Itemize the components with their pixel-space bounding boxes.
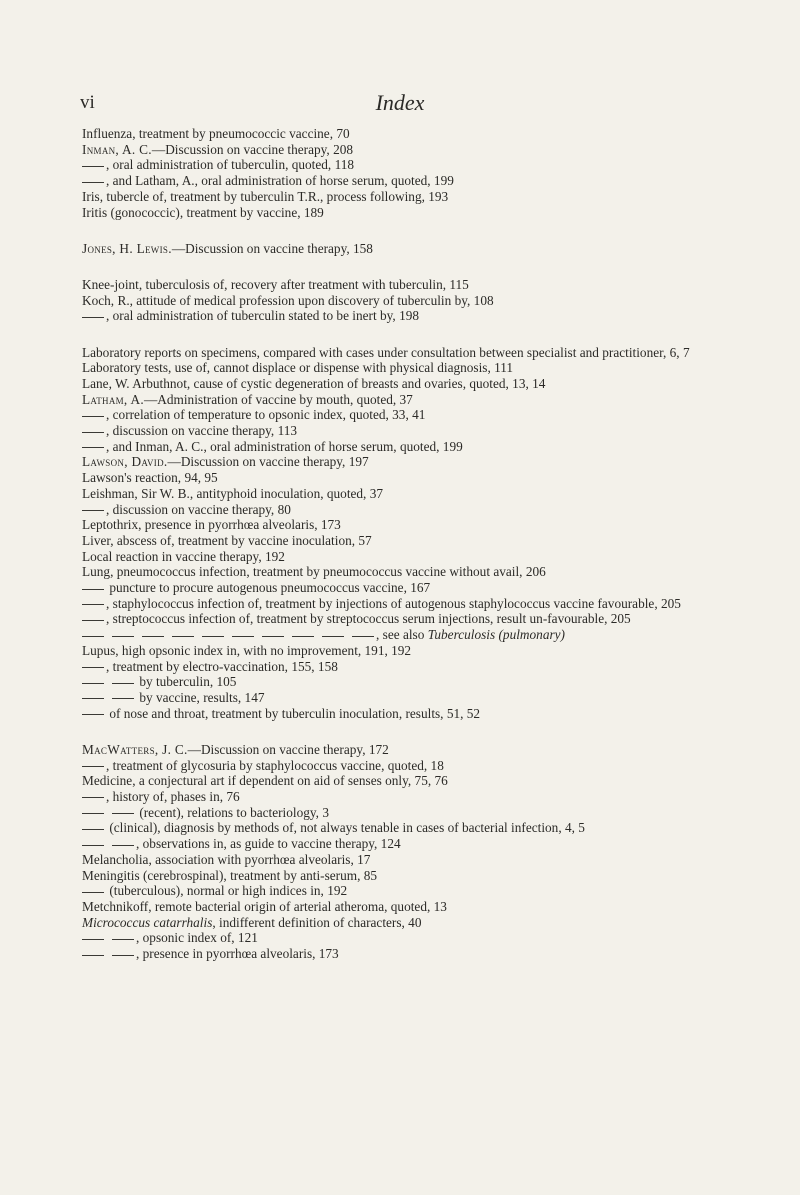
- index-entry: [82, 142, 798, 158]
- ditto-dash: [112, 955, 134, 956]
- ditto-dash: [82, 845, 104, 846]
- entry-text: , oral administration of tuberculin, quoted, 118: [106, 157, 355, 173]
- ditto-dash: [232, 636, 254, 637]
- entry-text: Laboratory tests, use of, cannot displace or dispense with physical diagnosis, 111: [82, 360, 514, 376]
- ditto-dash: [82, 714, 104, 715]
- entry-text: Knee-joint, tuberculosis of, recovery after treatment with tuberculin, 115: [82, 276, 469, 292]
- entry-text: Lane, W. Arbuthnot, cause of cystic degeneration of breasts and ovaries, quoted, 13, 14: [82, 375, 546, 391]
- ditto-dash: [322, 636, 344, 637]
- entry-text: Medicine, a conjectural art if dependent on aid of senses only, 75, 76: [82, 773, 448, 789]
- entry-text: , discussion on vaccine therapy, 113: [106, 423, 298, 439]
- entry-heading: Latham, A.: [82, 391, 144, 407]
- index-entry: [82, 915, 798, 931]
- entry-text: by tuberculin, 105: [136, 674, 237, 690]
- index-group-j: [82, 241, 798, 257]
- entry-text: —Discussion on vaccine therapy, 208: [151, 141, 354, 157]
- ditto-dash: [82, 813, 104, 814]
- ditto-dash: [82, 317, 104, 318]
- ditto-dash: [82, 829, 104, 830]
- index-entry: [82, 643, 798, 659]
- ditto-dash: [292, 636, 314, 637]
- index-entry: [82, 883, 798, 899]
- ditto-dash: [172, 636, 194, 637]
- ditto-dash: [82, 416, 104, 417]
- index-group-i: [82, 126, 798, 220]
- index-entry: [82, 549, 798, 565]
- ditto-dash: [82, 797, 104, 798]
- ditto-dash: [82, 432, 104, 433]
- index-entry: [82, 789, 798, 805]
- entry-heading: Lawson, David.: [82, 454, 168, 470]
- index-entry: [82, 502, 798, 518]
- index-group-l: [82, 345, 798, 722]
- entry-heading: Jones, H. Lewis.: [82, 240, 172, 256]
- entry-text: Iritis (gonococcic), treatment by vaccine, 189: [82, 204, 324, 220]
- entry-text: , presence in pyorrhœa alveolaris, 173: [136, 946, 339, 962]
- ditto-dash: [82, 447, 104, 448]
- entry-text: puncture to procure autogenous pneumococcus vaccine, 167: [106, 580, 431, 596]
- index-entry: [82, 360, 798, 376]
- entry-text: Liver, abscess of, treatment by vaccine inoculation, 57: [82, 532, 372, 548]
- index-entry: [82, 706, 798, 722]
- entry-text: , streptococcus infection of, treatment by streptococcus serum injections, result un-favourable, 205: [106, 611, 631, 627]
- entry-text: —Discussion on vaccine therapy, 158: [171, 240, 373, 256]
- index-entry: [82, 773, 798, 789]
- entry-text: , opsonic index of, 121: [136, 930, 258, 946]
- ditto-dash: [82, 166, 104, 167]
- ditto-dash: [112, 636, 134, 637]
- index-entry: [82, 126, 798, 142]
- entry-text: Meningitis (cerebrospinal), treatment by anti-serum, 85: [82, 867, 378, 883]
- index-entry: [82, 345, 798, 361]
- entry-text: , indifferent definition of characters, 40: [212, 914, 422, 930]
- index-group-m: [82, 742, 798, 962]
- entry-text: , treatment of glycosuria by staphylococcus vaccine, quoted, 18: [106, 757, 444, 773]
- ditto-dash: [112, 683, 134, 684]
- index-entry: [82, 205, 798, 221]
- entry-text: Melancholia, association with pyorrhœa alveolaris, 17: [82, 851, 371, 867]
- page-title: Index: [375, 90, 425, 115]
- entry-text: —Discussion on vaccine therapy, 197: [167, 454, 369, 470]
- index-entry: [82, 805, 798, 821]
- entry-text: Iris, tubercle of, treatment by tuberculin T.R., process following, 193: [82, 188, 449, 204]
- page-number: vi: [80, 92, 95, 113]
- index-entry: [82, 308, 798, 324]
- entry-text: , treatment by electro-vaccination, 155, 158: [106, 658, 338, 674]
- entry-text: Lupus, high opsonic index in, with no improvement, 191, 192: [82, 642, 412, 658]
- ditto-dash: [82, 892, 104, 893]
- ditto-dash: [82, 939, 104, 940]
- ditto-dash: [112, 813, 134, 814]
- index-entry: [82, 407, 798, 423]
- ditto-dash: [82, 604, 104, 605]
- entry-text: (recent), relations to bacteriology, 3: [136, 804, 329, 820]
- ditto-dash: [82, 766, 104, 767]
- ditto-dash: [202, 636, 224, 637]
- ditto-dash: [82, 182, 104, 183]
- index-entry: [82, 423, 798, 439]
- index-entry: [82, 836, 798, 852]
- entry-text: by vaccine, results, 147: [136, 690, 265, 705]
- index-entry: [82, 564, 798, 580]
- cross-reference: Tuberculosis (pulmonary): [427, 627, 565, 643]
- index-entry: [82, 454, 798, 470]
- index-entry: [82, 742, 798, 758]
- index-entry: [82, 758, 798, 774]
- entry-text: (clinical), diagnosis by methods of, not always tenable in cases of bacterial infection, 4, 5: [106, 820, 585, 836]
- index-entry: [82, 376, 798, 392]
- entry-text: of nose and throat, treatment by tuberculin inoculation, results, 51, 52: [106, 705, 481, 721]
- ditto-dash: [82, 620, 104, 621]
- index-entry: [82, 580, 798, 596]
- entry-text: —Administration of vaccine by mouth, quoted, 37: [143, 391, 413, 407]
- ditto-dash: [82, 683, 104, 684]
- index-entry: [82, 899, 798, 915]
- entry-text: Metchnikoff, remote bacterial origin of arterial atheroma, quoted, 13: [82, 898, 447, 914]
- index-entry: [82, 517, 798, 533]
- index-entry: [82, 659, 798, 675]
- ditto-dash: [82, 698, 104, 699]
- entry-text: Laboratory reports on specimens, compared with cases under consultation between specialist and practitioner, 6, 7: [82, 344, 690, 360]
- entry-text: , and Inman, A. C., oral administration of horse serum, quoted, 199: [106, 438, 463, 454]
- index-entry: [82, 868, 798, 884]
- entry-text: , and Latham, A., oral administration of horse serum, quoted, 199: [106, 173, 454, 189]
- entry-text: (tuberculous), normal or high indices in, 192: [106, 883, 348, 899]
- entry-text: Local reaction in vaccine therapy, 192: [82, 548, 285, 564]
- entry-text: , see also: [376, 627, 428, 643]
- index-entry: [82, 486, 798, 502]
- ditto-dash: [112, 939, 134, 940]
- ditto-dash: [82, 636, 104, 637]
- ditto-dash: [82, 510, 104, 511]
- ditto-dash: [112, 698, 134, 699]
- ditto-dash: [142, 636, 164, 637]
- entry-text: , oral administration of tuberculin stated to be inert by, 198: [106, 308, 420, 324]
- entry-text: , staphylococcus infection of, treatment by injections of autogenous staphylococcus vaccine favourable, 205: [106, 595, 681, 611]
- index-entry: [82, 930, 798, 946]
- index-entry: [82, 674, 798, 690]
- index-entry: [82, 533, 798, 549]
- entry-heading: Inman, A. C.: [82, 141, 152, 157]
- entry-text: Leishman, Sir W. B., antityphoid inoculation, quoted, 37: [82, 485, 384, 501]
- entry-text: Koch, R., attitude of medical profession upon discovery of tuberculin by, 108: [82, 292, 494, 308]
- index-entries: [82, 126, 798, 982]
- ditto-dash: [352, 636, 374, 637]
- ditto-dash: [82, 667, 104, 668]
- index-entry: [82, 820, 798, 836]
- index-entry: [82, 293, 798, 309]
- index-group-k: [82, 277, 798, 324]
- entry-text: , observations in, as guide to vaccine therapy, 124: [136, 836, 401, 852]
- entry-text: , correlation of temperature to opsonic index, quoted, 33, 41: [106, 407, 426, 423]
- index-entry: [82, 611, 798, 627]
- index-entry: [82, 690, 798, 706]
- running-header: [0, 88, 800, 118]
- ditto-dash: [82, 955, 104, 956]
- index-entry: [82, 189, 798, 205]
- index-entry: [82, 852, 798, 868]
- index-entry: [82, 173, 798, 189]
- index-entry: [82, 596, 798, 612]
- ditto-dash: [112, 845, 134, 846]
- entry-text: Lung, pneumococcus infection, treatment by pneumococcus vaccine without avail, 206: [82, 564, 546, 580]
- index-entry: [82, 627, 798, 643]
- entry-heading: MacWatters, J. C.: [82, 741, 188, 757]
- ditto-dash: [262, 636, 284, 637]
- index-entry: [82, 470, 798, 486]
- entry-text: Lawson's reaction, 94, 95: [82, 470, 218, 486]
- entry-text: Influenza, treatment by pneumococcic vaccine, 70: [82, 126, 350, 141]
- entry-text: —Discussion on vaccine therapy, 172: [187, 741, 389, 757]
- index-entry: [82, 439, 798, 455]
- entry-heading-italic: Micrococcus catarrhalis: [82, 914, 213, 930]
- entry-text: , history of, phases in, 76: [106, 789, 240, 805]
- index-entry: [82, 157, 798, 173]
- ditto-dash: [82, 589, 104, 590]
- index-entry: [82, 946, 798, 962]
- entry-text: Leptothrix, presence in pyorrhœa alveolaris, 173: [82, 517, 341, 533]
- entry-text: , discussion on vaccine therapy, 80: [106, 501, 291, 517]
- index-entry: [82, 392, 798, 408]
- index-entry: [82, 277, 798, 293]
- index-entry: [82, 241, 798, 257]
